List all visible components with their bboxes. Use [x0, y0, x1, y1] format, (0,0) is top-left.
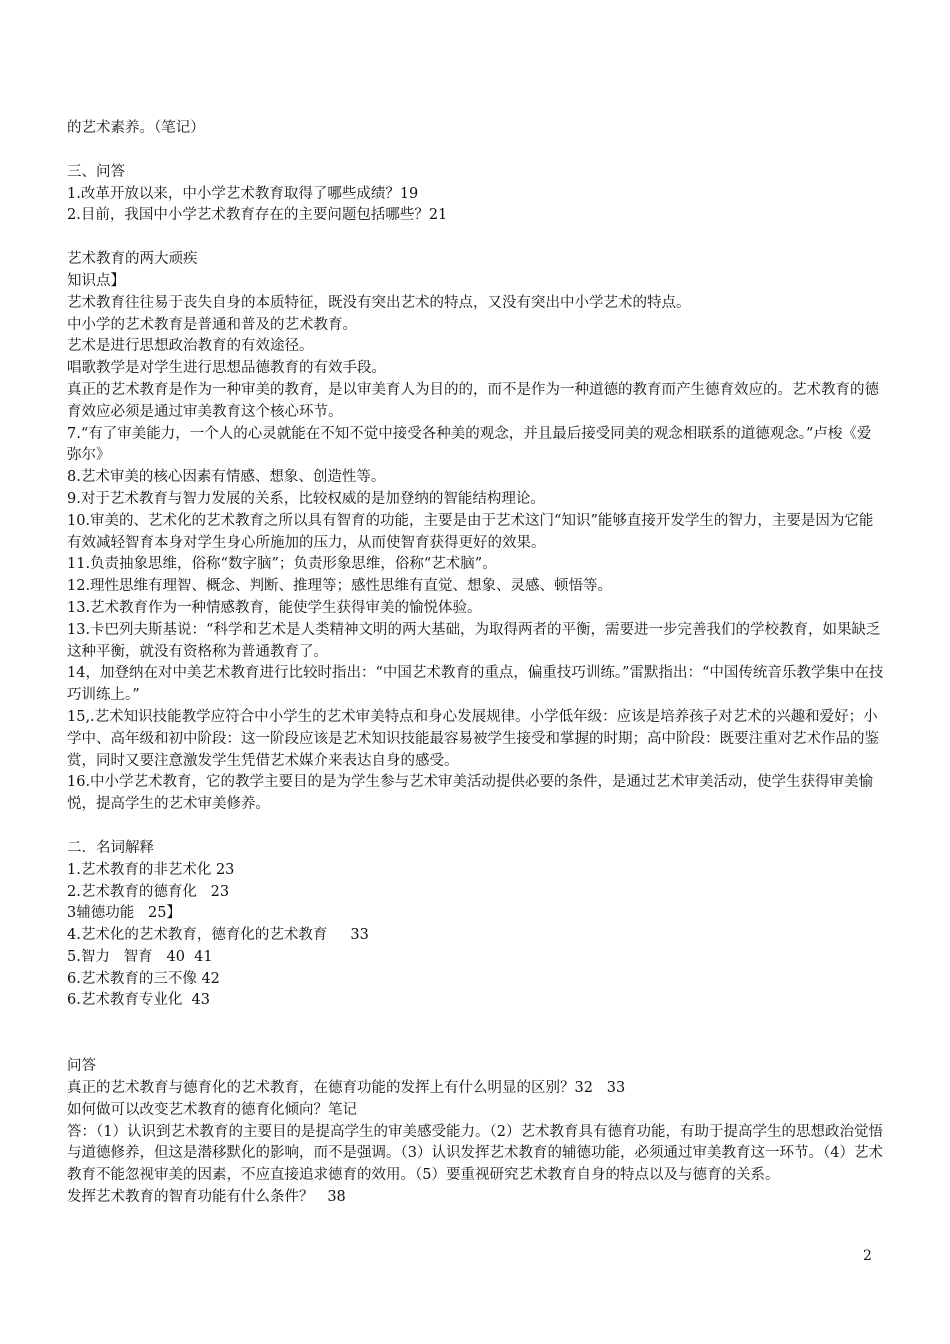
knowledge-line: 艺术教育往往易于丧失自身的本质特征，既没有突出艺术的特点，又没有突出中小学艺术的特点。 [67, 294, 691, 311]
term-item: 5.智力 智育 40 41 [67, 948, 213, 965]
intro-line: 的艺术素养。（笔记） [67, 120, 205, 136]
knowledge-line: 艺术是进行思想政治教育的有效途径。 [67, 338, 314, 355]
qa2-line: 发挥艺术教育的智育功能有什么条件？ 38 [67, 1189, 346, 1206]
document-body [67, 118, 885, 1209]
knowledge-line: 真正的艺术教育是作为一种审美的教育，是以审美育人为目的的，而不是作为一种道德的教育而产生德育效应的。艺术教育的德育效应必须是通过审美教育这个核心环节。 [67, 381, 879, 420]
knowledge-line: 中小学的艺术教育是普通和普及的艺术教育。 [67, 316, 357, 333]
knowledge-line: 16.中小学艺术教育，它的教学主要目的是为学生参与艺术审美活动提供必要的条件，是通过艺术审美活动，使学生获得审美愉悦，提高学生的艺术审美修养。 [67, 774, 874, 813]
qa1-item: 2.目前，我国中小学艺术教育存在的主要问题包括哪些？21 [67, 207, 448, 224]
qa2-line: 如何做可以改变艺术教育的德育化倾向？笔记 [67, 1101, 357, 1118]
knowledge-line: 13.艺术教育作为一种情感教育，能使学生获得审美的愉悦体验。 [67, 599, 482, 616]
knowledge-line: 10.审美的、艺术化的艺术教育之所以具有智育的功能，主要是由于艺术这门“知识”能够直接开发学生的智力，主要是因为它能有效减轻智育本身对学生身心所施加的压力，从而使智育获得更好的效果。 [67, 512, 874, 551]
qa2-line: 真正的艺术教育与德育化的艺术教育，在德育功能的发挥上有什么明显的区别？32 33 [67, 1080, 626, 1097]
knowledge-subtitle: 知识点】 [67, 272, 125, 289]
knowledge-line: 11.负责抽象思维，俗称“数字脑”；负责形象思维，俗称“艺术脑”。 [67, 556, 497, 573]
terms-heading: 二．名词解释 [67, 839, 154, 856]
knowledge-line: 14，加登纳在对中美艺术教育进行比较时指出：“中国艺术教育的重点，偏重技巧训练。”雷默指出：“中国传统音乐教学集中在技巧训练上。” [67, 665, 884, 704]
knowledge-line: 13.卡巴列夫斯基说：“科学和艺术是人类精神文明的两大基础，为取得两者的平衡，需要进一步完善我们的学校教育，如果缺乏这种平衡，就没有资格称为普通教育了。 [67, 621, 881, 660]
knowledge-line: 唱歌教学是对学生进行思想品德教育的有效手段。 [67, 360, 386, 377]
knowledge-line: 9.对于艺术教育与智力发展的关系，比较权威的是加登纳的智能结构理论。 [67, 490, 545, 507]
term-item: 6.艺术教育专业化 43 [67, 992, 211, 1009]
term-item: 2.艺术教育的德育化 23 [67, 883, 230, 900]
knowledge-line: 7.“有了审美能力，一个人的心灵就能在不知不觉中接受各种美的观念，并且最后接受同美的观念相联系的道德观念。”卢梭《爱弥尔》 [67, 425, 872, 464]
term-item: 6.艺术教育的三不像 42 [67, 970, 220, 987]
spacer [67, 140, 885, 162]
page-number: 2 [863, 1248, 872, 1264]
qa1-item: 1.改革开放以来，中小学艺术教育取得了哪些成绩？19 [67, 185, 419, 202]
knowledge-line: 15,.艺术知识技能教学应符合中小学生的艺术审美特点和身心发展规律。小学低年级：应该是培养孩子对艺术的兴趣和爱好；小学中、高年级和初中阶段：这一阶段应该是艺术知识技能最容易被学生接受和掌握的时期；高中阶段：既要注重对艺术作品的鉴赏，同时又要注意激发学生凭借艺术媒介来表达自身的感受。 [67, 708, 879, 769]
term-item: 1.艺术教育的非艺术化 23 [67, 861, 235, 878]
spacer [67, 816, 885, 838]
term-item: 4.艺术化的艺术教育，德育化的艺术教育 33 [67, 927, 369, 944]
spacer [67, 227, 885, 249]
term-item: 3辅德功能 25】 [67, 905, 182, 922]
knowledge-line: 8.艺术审美的核心因素有情感、想象、创造性等。 [67, 469, 386, 486]
qa2-heading: 问答 [67, 1058, 96, 1075]
qa1-heading: 三、问答 [67, 163, 125, 180]
knowledge-line: 12.理性思维有理智、概念、判断、推理等；感性思维有直觉、想象、灵感、顿悟等。 [67, 578, 613, 595]
spacer [67, 1012, 885, 1056]
knowledge-title: 艺术教育的两大顽疾 [67, 251, 198, 268]
qa2-line: 答：（1）认识到艺术教育的主要目的是提高学生的审美感受能力。（2）艺术教育具有德育功能，有助于提高学生的思想政治觉悟与道德修养，但这是潜移默化的影响，而不是强调。（3）认识发挥艺术教育的辅德功能，必须通过审美教育这一环节。（4）艺术教育不能忽视审美的因素，不应直接追求德育的效用。（5）要重视研究艺术教育自身的特点以及与德育的关系。 [67, 1123, 883, 1184]
